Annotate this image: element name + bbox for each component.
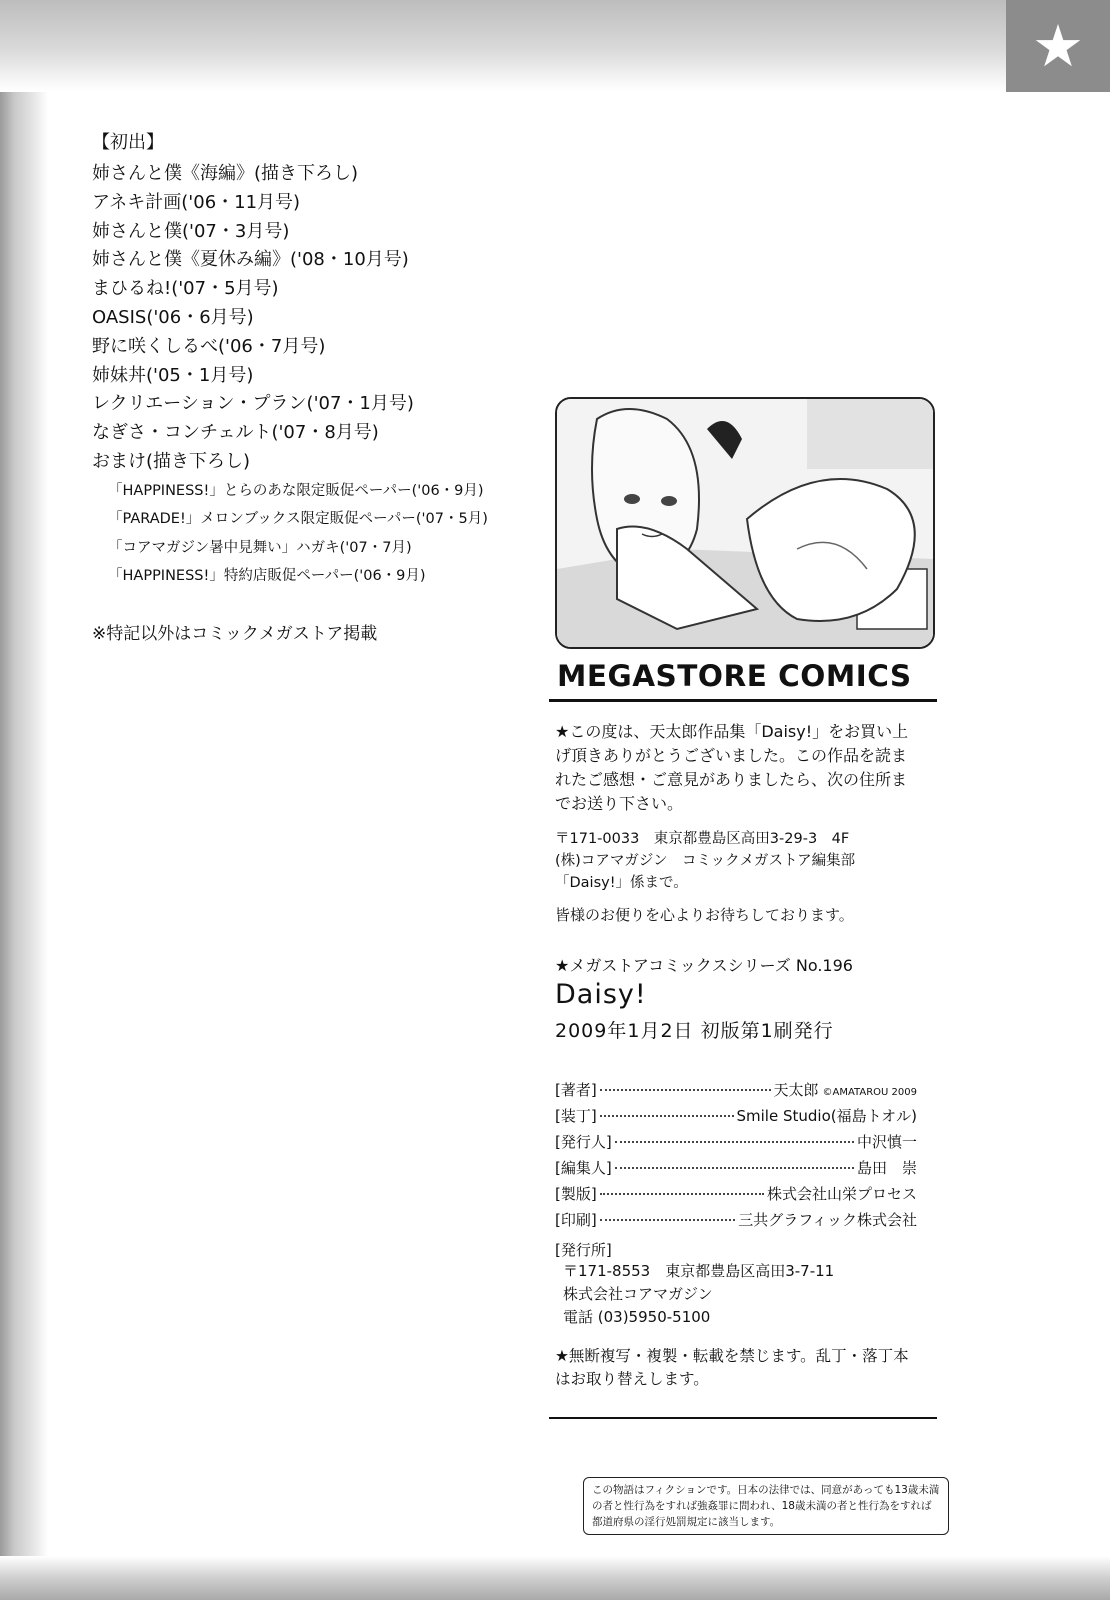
list-item: 姉妹丼('05・1月号) — [92, 364, 254, 386]
list-item: アネキ計画('06・11月号) — [92, 191, 301, 213]
address-line: 〒171-0033 東京都豊島区高田3-29-3 4F — [555, 831, 850, 847]
thanks-message: ★この度は、天太郎作品集「Daisy!」をお買い上げ頂きありがとうございました。この作品を読まれたご感想・ご意見がありましたら、次の住所までお送り下さい。 — [555, 722, 909, 813]
publication-note: ※特記以外はコミックメガストア掲載 — [92, 623, 378, 644]
publisher-label: [発行所] — [555, 1241, 612, 1259]
mailing-address — [555, 828, 955, 894]
publication-date: 2009年1月2日 初版第1刷発行 — [555, 1020, 834, 1042]
list-item: OASIS('06・6月号) — [92, 306, 254, 328]
credit-row-prepress: [製版] 株式会社山栄プロセス — [555, 1185, 917, 1203]
address-line: 「Daisy!」係まで。 — [555, 875, 688, 891]
list-item: まひるね!('07・5月号) — [92, 278, 279, 300]
list-item: 姉さんと僕《夏休み編》('08・10月号) — [92, 249, 409, 271]
credit-row-printing: [印刷] 三共グラフィック株式会社 — [555, 1211, 917, 1229]
illustration-sketch — [557, 399, 933, 647]
list-item: 野に咲くしるべ('06・7月号) — [92, 335, 326, 357]
address-line: (株)コアマガジン コミックメガストア編集部 — [555, 853, 856, 869]
divider — [549, 1417, 937, 1419]
list-subitem: 「PARADE!」メロンブックス限定販促ペーパー('07・5月) — [108, 511, 488, 528]
credit-row-author: [著者] 天太郎 ©AMATAROU 2009 — [555, 1081, 917, 1099]
publisher-phone: 電話 (03)5950-5100 — [563, 1308, 711, 1326]
copy-prohibition: ★無断複写・複製・転載を禁じます。乱丁・落丁本はお取り替えします。 — [555, 1347, 909, 1388]
megastore-comics-logo: MEGASTORE COMICS — [557, 659, 912, 693]
colophon — [555, 397, 955, 1419]
list-subitem: 「HAPPINESS!」とらのあな限定販促ペーパー('06・9月) — [108, 482, 484, 499]
corner-star-tab — [1006, 0, 1110, 92]
divider — [549, 699, 937, 702]
book-title: Daisy! — [555, 979, 647, 1010]
list-item: レクリエーション・プラン('07・1月号) — [92, 393, 414, 415]
scan-edge-bottom — [0, 1556, 1110, 1600]
closing-message: 皆様のお便りを心よりお待ちしております。 — [555, 906, 854, 924]
series-number: ★メガストアコミックスシリーズ No.196 — [555, 956, 853, 975]
credits-list — [555, 1079, 917, 1329]
publisher-name: 株式会社コアマガジン — [563, 1285, 713, 1303]
illustration — [555, 397, 935, 649]
list-subitem: 「HAPPINESS!」特約店販促ペーパー('06・9月) — [108, 568, 426, 585]
list-subitem: 「コアマガジン暑中見舞い」ハガキ('07・7月) — [108, 539, 412, 556]
credit-row-publisher: [発行人] 中沢慎一 — [555, 1133, 917, 1151]
credit-row-design: [装丁] Smile Studio(福島トオル) — [555, 1107, 917, 1125]
list-item: おまけ(描き下ろし) — [92, 450, 251, 472]
first-appearance-list — [92, 128, 532, 644]
copyright: ©AMATAROU 2009 — [822, 1087, 917, 1098]
credit-row-editor: [編集人] 島田 崇 — [555, 1159, 917, 1177]
list-item: なぎさ・コンチェルト('07・8月号) — [92, 422, 379, 444]
publisher-address: 〒171-8553 東京都豊島区高田3-7-11 — [563, 1262, 835, 1280]
star-icon: ★ — [1032, 12, 1084, 80]
list-item: 姉さんと僕('07・3月号) — [92, 220, 290, 242]
scan-edge-left — [0, 0, 48, 1600]
scan-edge-top — [0, 0, 1010, 92]
list-item: 姉さんと僕《海編》(描き下ろし) — [92, 163, 359, 184]
first-appearance-heading: 【初出】 — [92, 132, 164, 153]
fiction-notice: この物語はフィクションです。日本の法律では、同意があっても13歳未満の者と性行為をすれば強姦罪に問われ、18歳未満の者と性行為をすれば都道府県の淫行処罰規定に該当します。 — [583, 1477, 949, 1535]
